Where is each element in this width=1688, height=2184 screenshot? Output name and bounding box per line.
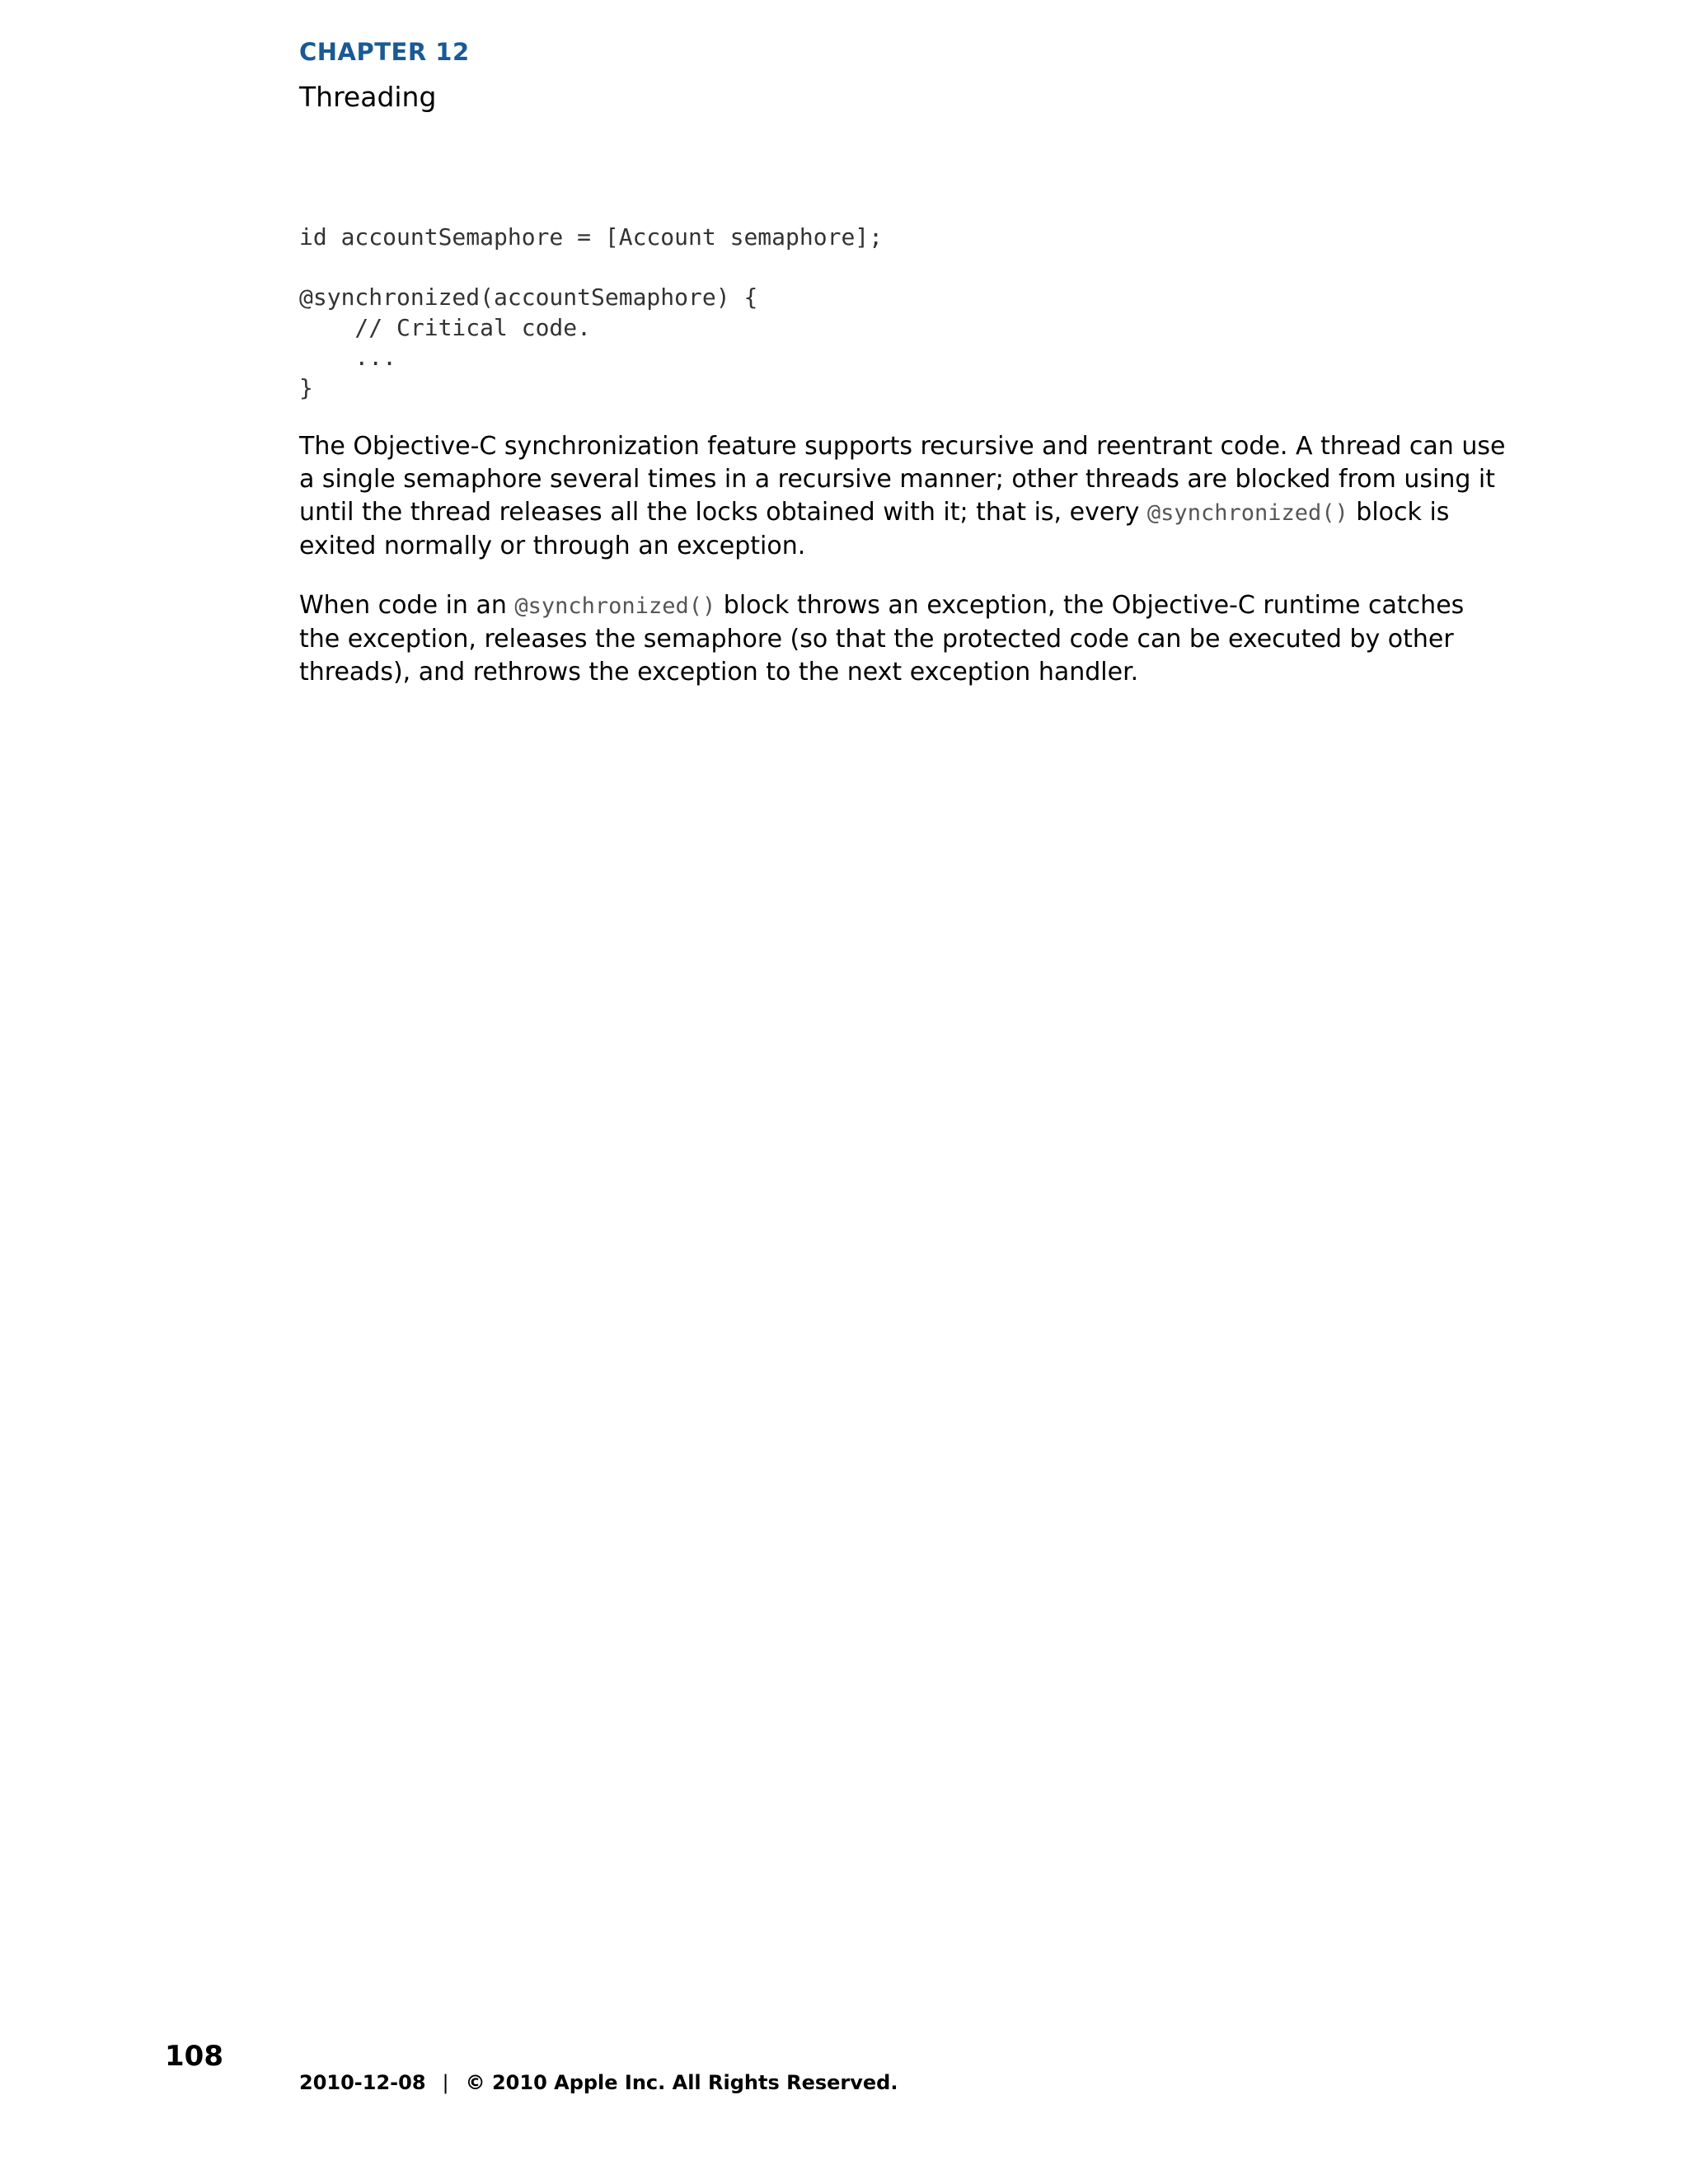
footer — [299, 2071, 898, 2094]
paragraph-text: block throws an exception, the Objective-C runtime catches the exception, releases the semaphore (so that the protected code can be executed by other threads), and rethrows the exception to the next exception handler. — [299, 591, 1465, 687]
code-line: // Critical code. — [299, 313, 592, 341]
paragraph-text: The Objective-C synchronization feature supports recursive and reentrant code. A thread can use a single semaphore several times in a recursive manner; other threads are blocked from using it until the thread releases all the locks obtained with it; that is, every — [299, 432, 1506, 527]
inline-code: @synchronized() — [514, 593, 716, 619]
footer-copyright: © 2010 Apple Inc. All Rights Reserved. — [465, 2071, 898, 2094]
footer-date: 2010-12-08 — [299, 2071, 426, 2094]
footer-separator: | — [442, 2071, 449, 2094]
body-paragraph-1 — [299, 430, 1511, 563]
chapter-label: CHAPTER 12 — [299, 38, 470, 66]
page-number: 108 — [165, 2040, 223, 2073]
chapter-title: Threading — [299, 81, 437, 113]
code-line: } — [299, 373, 313, 401]
paragraph-text: block is exited normally or through an exception. — [299, 498, 1450, 560]
code-line: @synchronized(accountSemaphore) { — [299, 284, 758, 311]
body-paragraph-2 — [299, 589, 1511, 689]
code-line: id accountSemaphore = [Account semaphore]; — [299, 223, 884, 251]
paragraph-text: When code in an — [299, 591, 515, 620]
inline-code: @synchronized() — [1146, 500, 1348, 526]
code-block — [299, 223, 883, 403]
code-line — [299, 253, 883, 284]
code-line: ... — [299, 344, 397, 371]
